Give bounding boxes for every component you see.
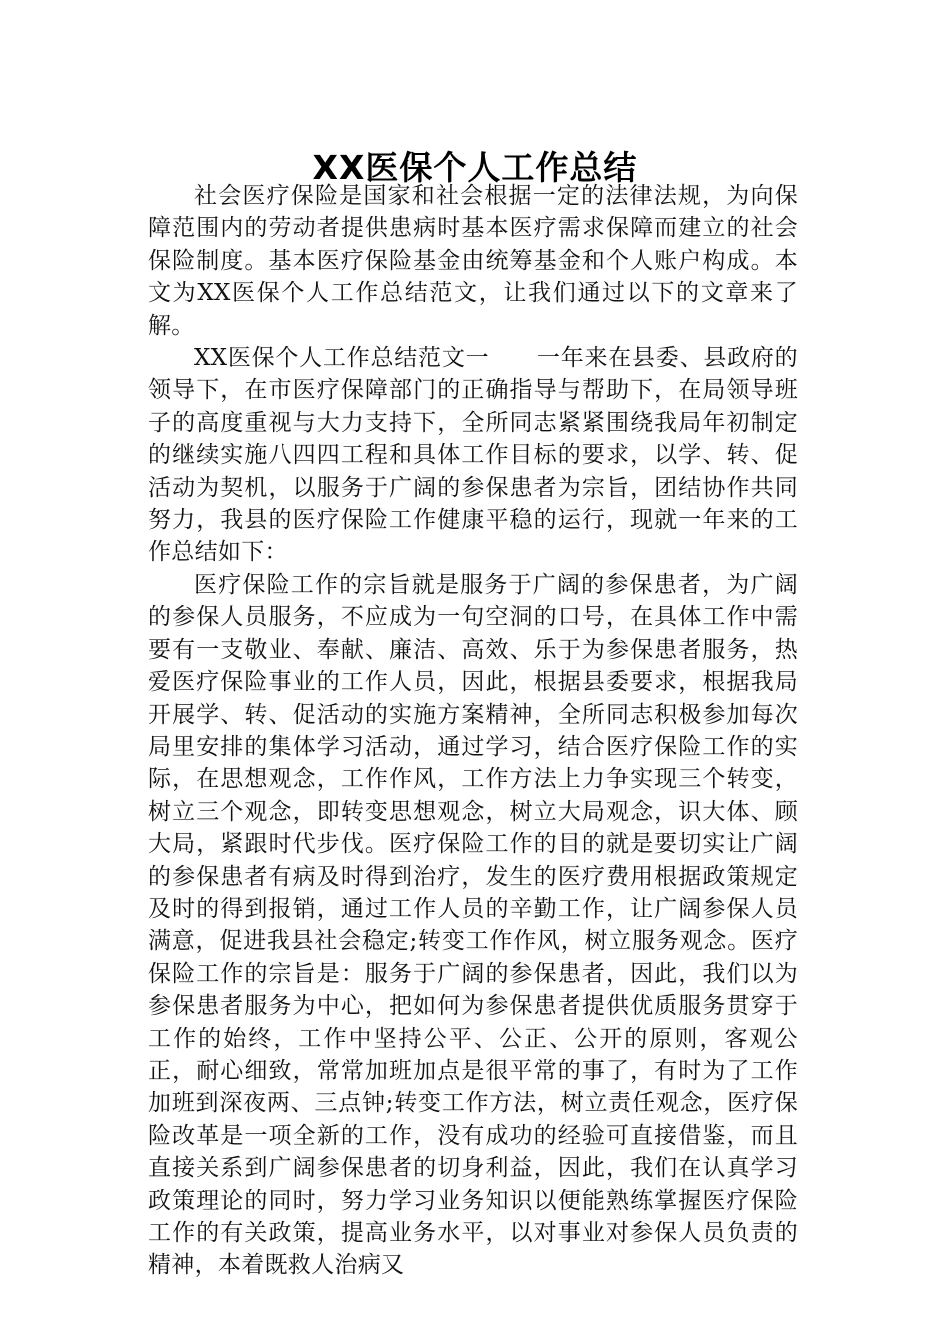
service-purpose-paragraph: 医疗保险工作的宗旨就是服务于广阔的参保患者，为广阔的参保人员服务，不应成为一句空洞的口号，在具体工作中需要有一支敬业、奉献、廉洁、高效、乐于为参保患者服务，热爱医疗保险事业的工作人员，因此，根据县委要求，根据我局开展学、转、促活动的实施方案精神，全所同志积极参加每次局里安排的集体学习活动，通过学习，结合医疗保险工作的实际，在思想观念，工作作风，工作方法上力争实现三个转变，树立三个观念，即转变思想观念，树立大局观念，识大体、顾大局，紧跟时代步伐。医疗保险工作的目的就是要切实让广阔的参保患者有病及时得到治疗，发生的医疗费用根据政策规定及时的得到报销，通过工作人员的辛勤工作，让广阔参保人员满意，促进我县社会稳定;转变工作作风，树立服务观念。医疗保险工作的宗旨是：服务于广阔的参保患者，因此，我们以为参保患者服务为中心，把如何为参保患者提供优质服务贯穿于工作的始终，工作中坚持公平、公正、公开的原则，客观公正，耐心细致，常常加班加点是很平常的事了，有时为了工作加班到深夜两、三点钟;转变工作方法，树立责任观念，医疗保险改革是一项全新的工作，没有成功的经验可直接借鉴，而且直接关系到广阔参保患者的切身利益，因此，我们在认真学习政策理论的同时，努力学习业务知识以便能熟练掌握医疗保险工作的有关政策，提高业务水平，以对事业对参保人员负责的精神，本着既救人治病又 bbox=[148, 571, 798, 1279]
document-body bbox=[148, 180, 798, 1282]
sample-one-paragraph: XX医保个人工作总结范文一 一年来在县委、县政府的领导下，在市医疗保障部门的正确指导与帮助下，在局领导班子的高度重视与大力支持下，全所同志紧紧围绕我局年初制定的继续实施八四四工程和具体工作目标的要求，以学、转、促活动为契机，以服务于广阔的参保患者为宗旨，团结协作共同努力，我县的医疗保险工作健康平稳的运行，现就一年来的工作总结如下： bbox=[148, 345, 798, 566]
intro-paragraph: 社会医疗保险是国家和社会根据一定的法律法规，为向保障范围内的劳动者提供患病时基本医疗需求保障而建立的社会保险制度。基本医疗保险基金由统筹基金和个人账户构成。本文为XX医保个人工作总结范文，让我们通过以下的文章来了解。 bbox=[148, 183, 798, 339]
document-title: XX医保个人工作总结 bbox=[312, 148, 638, 188]
